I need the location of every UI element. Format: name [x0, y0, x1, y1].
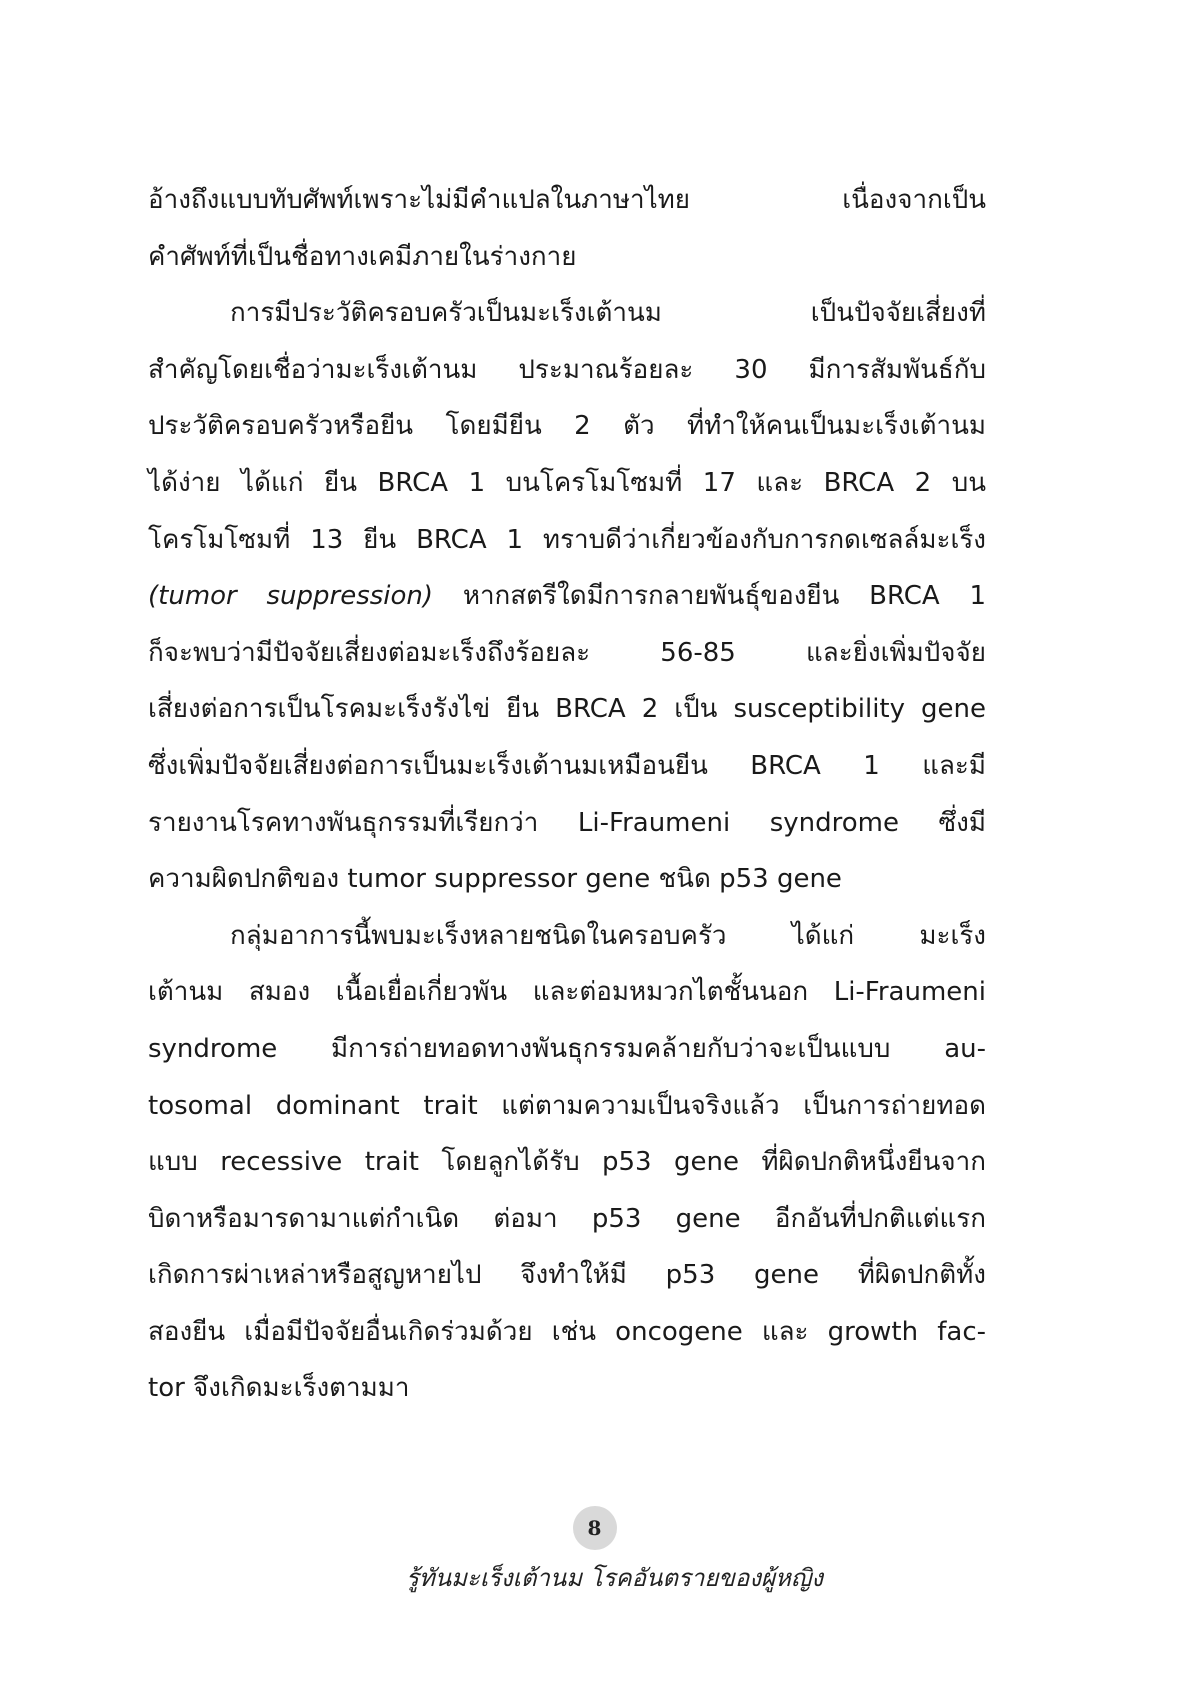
body-line: tosomal dominant trait แต่ตามความเป็นจริงแล้ว เป็นการถ่ายทอด — [148, 1090, 986, 1121]
body-line: ก็จะพบว่ามีปัจจัยเสี่ยงต่อมะเร็งถึงร้อยละ 56-85 และยิ่งเพิ่มปัจจัย — [148, 637, 986, 668]
body-line: คำศัพท์ที่เป็นชื่อทางเคมีภายในร่างกาย — [148, 241, 577, 272]
body-line: สำคัญโดยเชื่อว่ามะเร็งเต้านม ประมาณร้อยละ 30 มีการสัมพันธ์กับ — [148, 354, 986, 385]
body-line: เสี่ยงต่อการเป็นโรคมะเร็งรังไข่ ยีน BRCA 2 เป็น susceptibility gene — [148, 694, 986, 725]
body-line: อ้างถึงแบบทับศัพท์เพราะไม่มีคำแปลในภาษาไทย เนื่องจากเป็น — [148, 185, 986, 215]
body-line-with-term — [148, 568, 986, 625]
page-number-badge: 8 — [573, 1506, 617, 1550]
body-line: ความผิดปกติของ tumor suppressor gene ชนิด p53 gene — [148, 864, 842, 895]
body-line: ได้ง่าย ได้แก่ ยีน BRCA 1 บนโครโมโซมที่ 17 และ BRCA 2 บน — [148, 467, 986, 498]
body-line: บิดาหรือมารดามาแต่กำเนิด ต่อมา p53 gene อีกอันที่ปกติแต่แรก — [148, 1203, 986, 1234]
book-title: รู้ทันมะเร็งเต้านม โรคอันตรายของผู้หญิง — [405, 1564, 824, 1592]
italic-term: (tumor suppression) — [148, 581, 434, 612]
body-line: tor จึงเกิดมะเร็งตามมา — [148, 1373, 410, 1404]
body-line: แบบ recessive trait โดยลูกได้รับ p53 gene ที่ผิดปกติหนึ่งยีนจาก — [148, 1147, 986, 1178]
body-line: syndrome มีการถ่ายทอดทางพันธุกรรมคล้ายกับว่าจะเป็นแบบ au- — [148, 1033, 986, 1064]
paragraph-start-line: การมีประวัติครอบครัวเป็นมะเร็งเต้านม เป็นปัจจัยเสี่ยงที่ — [230, 298, 986, 329]
page-body — [148, 172, 986, 1417]
body-line-text: หากสตรีใดมีการกลายพันธุ์ของยีน BRCA 1 — [462, 581, 986, 612]
body-line: ประวัติครอบครัวหรือยีน โดยมียีน 2 ตัว ที่ทำให้คนเป็นมะเร็งเต้านม — [148, 411, 986, 442]
body-line: โครโมโซมที่ 13 ยีน BRCA 1 ทราบดีว่าเกี่ยวข้องกับการกดเซลล์มะเร็ง — [148, 524, 986, 555]
page-footer — [0, 1506, 1189, 1597]
body-line: เต้านม สมอง เนื้อเยื่อเกี่ยวพัน และต่อมหมวกไตชั้นนอก Li-Fraumeni — [148, 977, 986, 1008]
body-line: รายงานโรคทางพันธุกรรมที่เรียกว่า Li-Fraumeni syndrome ซึ่งมี — [148, 807, 986, 838]
body-line: ซึ่งเพิ่มปัจจัยเสี่ยงต่อการเป็นมะเร็งเต้านมเหมือนยีน BRCA 1 และมี — [148, 750, 986, 781]
body-line: เกิดการผ่าเหล่าหรือสูญหายไป จึงทำให้มี p53 gene ที่ผิดปกติทั้ง — [148, 1260, 986, 1291]
body-line: สองยีน เมื่อมีปัจจัยอื่นเกิดร่วมด้วย เช่น oncogene และ growth fac- — [148, 1316, 986, 1347]
paragraph-start-line: กลุ่มอาการนี้พบมะเร็งหลายชนิดในครอบครัว ได้แก่ มะเร็ง — [230, 920, 986, 951]
